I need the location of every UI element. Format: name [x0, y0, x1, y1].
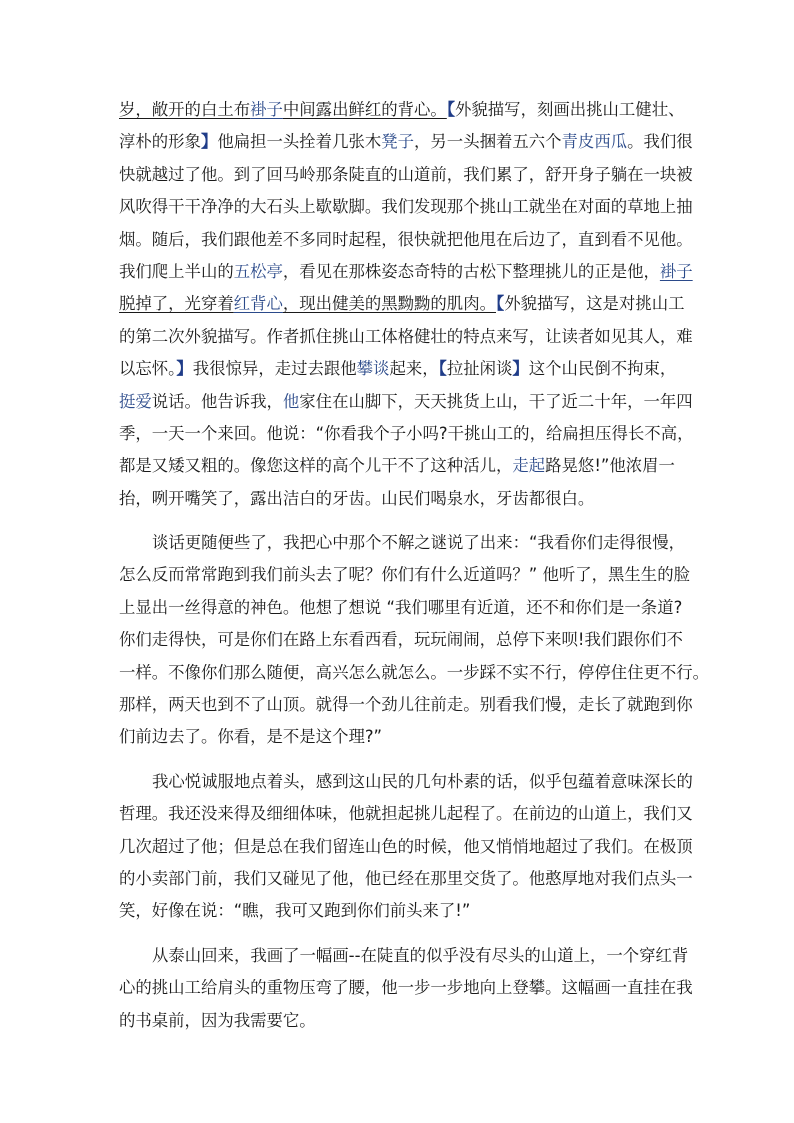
vocab-term: 攀谈 — [356, 359, 390, 379]
annotation-bracket: 【 — [438, 359, 447, 379]
text-line — [119, 721, 677, 753]
text-line — [119, 353, 677, 385]
underlined-phrase: 岁，敞开的白土布 — [119, 100, 251, 119]
text-run: 笑，好像在说：“瞧，我可又跑到你们前头来了!” — [119, 901, 471, 921]
paragraph — [119, 766, 693, 928]
text-run: 。我们很 — [627, 132, 693, 152]
text-line — [119, 863, 693, 895]
text-line — [119, 624, 683, 656]
vocab-term: 红背心 — [233, 294, 283, 314]
paragraph-gap — [119, 515, 677, 527]
vocab-term: 挺爱 — [119, 391, 152, 411]
paragraph-gap — [119, 928, 677, 940]
text-run: 你们走得快，可是你们在路上东看西看，玩玩闹闹，总停下来呗!我们跟你们不 — [119, 630, 683, 650]
text-run: 烟。随后，我们跟他差不多同时起程，很快就把他甩在后边了，直到看不见他。 — [119, 229, 693, 249]
vocab-term: 走起 — [512, 456, 546, 476]
text-line — [119, 224, 693, 256]
text-run: 快就越过了他。到了回马岭那条陡直的山道前，我们累了，舒开身子躺在一块被 — [119, 164, 693, 184]
annotation-bracket: 】 — [200, 132, 218, 152]
text-line — [119, 1005, 677, 1037]
text-line — [119, 256, 693, 288]
text-run: 外貌描写，这是对挑山工 — [504, 294, 685, 314]
paragraph — [119, 940, 693, 1037]
annotation-bracket: 【 — [495, 294, 505, 314]
text-run: 季，一天一个来回。他说：“你看我个子小吗?干挑山工的，给扁担压得长不高， — [119, 423, 694, 443]
text-line — [119, 798, 693, 830]
text-run: 几次超过了他；但是总在我们留连山色的时候，他又悄悄地超过了我们。在极顶 — [119, 836, 693, 856]
text-run: 以忘怀。 — [119, 359, 177, 379]
text-run: 谈话更随便些了，我把心中那个不解之谜说了出来：“我看你们走得很慢， — [152, 533, 685, 553]
text-line — [119, 483, 677, 515]
text-line — [119, 321, 693, 353]
text-run: 从泰山回来，我画了一幅画--在陡直的似乎没有尽头的山道上，一个穿红背 — [152, 945, 689, 965]
text-line — [119, 94, 685, 126]
text-line — [119, 689, 693, 721]
text-line — [119, 288, 685, 320]
vocab-term: 褂子 — [659, 261, 693, 281]
text-run: 风吹得干干净净的大石头上歇歇脚。我们发现那个挑山工就坐在对面的草地上抽 — [119, 197, 693, 217]
text-run: 我心悦诚服地点着头，感到这山民的几句朴素的话，似乎包蕴着意味深长的 — [152, 771, 693, 791]
text-run: 这个山民倒不拘束， — [528, 359, 677, 379]
text-run: 外貌描写，刻画出挑山工健壮、 — [455, 100, 685, 119]
underlined-phrase: 脱掉了，光穿着 — [119, 294, 234, 314]
text-run: 那样，两天也到不了山顶。就得一个劲儿往前走。别看我们慢，走长了就跑到你 — [119, 695, 693, 715]
text-run: 怎么反而常常跑到我们前头去了呢？你们有什么近道吗？” 他听了，黑生生的脸 — [119, 565, 690, 585]
text-run: 的书桌前，因为我需要它。 — [119, 1010, 316, 1030]
text-line — [119, 559, 690, 591]
text-run: 们前边去了。你看，是不是这个理?” — [119, 727, 383, 747]
text-line — [119, 386, 693, 418]
text-run: ，另一头捆着五六个 — [414, 132, 562, 152]
text-line — [119, 418, 694, 450]
text-run: 路晃悠!”他浓眉一 — [545, 456, 675, 476]
annotation-bracket: 【 — [446, 100, 456, 119]
text-line — [119, 940, 689, 972]
text-line — [119, 159, 693, 191]
text-line — [119, 450, 677, 482]
article-body — [119, 94, 710, 1037]
text-run: 家住在山脚下，天天挑货上山，干了近二十年，一年四 — [299, 391, 693, 411]
text-run: 的第二次外貌描写。作者抓住挑山工体格健壮的特点来写，让读者如见其人，难 — [119, 326, 693, 346]
text-run: 的小卖部门前，我们又碰见了他，他已经在那里交货了。他憨厚地对我们点头一 — [119, 868, 693, 888]
vocab-term: 青皮西瓜 — [561, 132, 628, 152]
annotation-bracket: 】 — [512, 359, 529, 379]
vocab-term: 五松亭 — [233, 261, 283, 281]
underlined-phrase: ，现出健美的黑黝黝的肌肉。 — [282, 294, 496, 314]
text-run: 说话。他告诉我， — [151, 391, 283, 411]
text-run: 都是又矮又粗的。像您这样的高个儿干不了这种活儿， — [119, 456, 513, 476]
text-line — [119, 766, 693, 798]
text-line — [119, 895, 677, 927]
text-line — [119, 972, 693, 1004]
text-line — [119, 831, 693, 863]
text-line — [119, 592, 683, 624]
underlined-phrase: 中间露出鲜红的背心。 — [282, 100, 447, 119]
text-line — [119, 126, 693, 158]
text-run: 淳朴的形象 — [119, 132, 201, 152]
text-run: 一样。不像你们那么随便，高兴怎么就怎么。一步踩不实不行，停停住住更不行。 — [119, 662, 710, 682]
text-run: 拉扯闲谈 — [446, 359, 513, 379]
vocab-term: 褂子 — [250, 100, 283, 119]
vocab-term: 他 — [282, 391, 300, 411]
text-line — [119, 191, 693, 223]
text-run: ，看见在那株姿态奇特的古松下整理挑儿的正是他， — [282, 261, 660, 281]
paragraph — [119, 527, 710, 754]
text-run: 上显出一丝得意的神色。他想了想说 “我们哪里有近道，还不和你们是一条道? — [119, 597, 683, 617]
text-run: 心的挑山工给肩头的重物压弯了腰，他一步一步地向上登攀。这幅画一直挂在我 — [119, 978, 693, 998]
annotation-bracket: 】 — [176, 359, 193, 379]
text-line — [119, 527, 685, 559]
text-run: 哲理。我还没来得及细细体味，他就担起挑儿起程了。在前边的山道上，我们又 — [119, 804, 693, 824]
text-run: 起来， — [389, 359, 439, 379]
text-run: 我们爬上半山的 — [119, 261, 234, 281]
text-run: 我很惊异，走过去跟他 — [192, 359, 357, 379]
text-run: 抬，咧开嘴笑了，露出洁白的牙齿。山民们喝泉水，牙齿都很白。 — [119, 488, 595, 508]
paragraph — [119, 94, 694, 515]
text-line — [119, 657, 710, 689]
text-run: 他扁担一头拴着几张木 — [217, 132, 382, 152]
paragraph-gap — [119, 754, 677, 766]
vocab-term: 凳子 — [381, 132, 415, 152]
